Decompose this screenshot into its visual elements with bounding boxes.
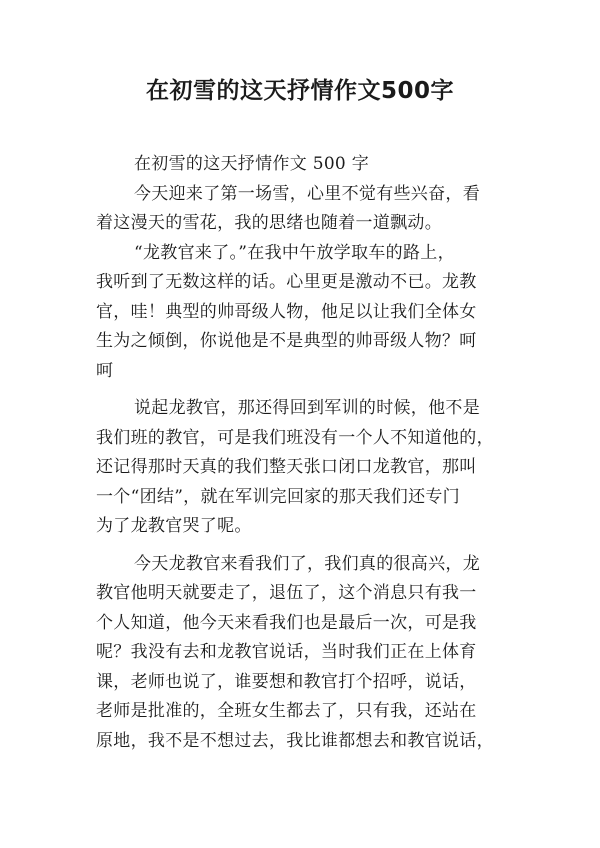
paragraph-3-line-2: 我们班的教官，可是我们班没有一个人不知道他的， <box>96 427 494 448</box>
paragraph-4-line-3: 个人知道，他今天来看我们也是最后一次，可是我 <box>96 612 477 633</box>
paragraph-2-line-1: “龙教官来了。”在我中午放学取车的路上， <box>134 242 455 263</box>
paragraph-4-line-1: 今天龙教官来看我们了，我们真的很高兴，龙 <box>134 553 480 574</box>
subtitle-line: 在初雪的这天抒情作文 500 字 <box>134 154 370 174</box>
paragraph-4-line-2: 教官他明天就要走了，退伍了，这个消息只有我一 <box>96 583 477 603</box>
paragraph-4-line-4: 呢？我没有去和龙教官说话，当时我们正在上体育 <box>96 642 477 662</box>
paragraph-2-line-3: 官，哇！典型的帅哥级人物，他足以让我们全体女 <box>96 301 477 322</box>
paragraph-4-line-6: 老师是批准的，全班女生都去了，只有我，还站在 <box>96 701 477 721</box>
paragraph-1-line-1: 今天迎来了第一场雪，心里不觉有些兴奋，看 <box>134 183 480 204</box>
paragraph-1-line-2: 着这漫天的雪花，我的思绪也随着一道飘动。 <box>96 213 442 233</box>
paragraph-4-line-7: 原地，我不是不想过去，我比谁都想去和教官说话， <box>96 730 494 751</box>
document-body <box>96 150 508 756</box>
paragraph-3-line-3: 还记得那时天真的我们整天张口闭口龙教官，那叫 <box>96 457 477 477</box>
paragraph-2-line-5: 呵 <box>96 360 114 381</box>
paragraph-3-line-1: 说起龙教官，那还得回到军训的时候，他不是 <box>134 398 480 418</box>
paragraph-2-line-2: 我听到了无数这样的话。心里更是激动不已。龙教 <box>96 272 477 292</box>
paragraph-4-line-5: 课，老师也说了，谁要想和教官打个招呼，说话， <box>96 671 477 692</box>
paragraph-2-line-4: 生为之倾倒，你说他是不是典型的帅哥级人物？呵 <box>96 331 477 351</box>
document-title: 在初雪的这天抒情作文500字 <box>145 78 454 104</box>
paragraph-3-line-4: 一个“团结”，就在军训完回家的那天我们还专门 <box>96 486 460 507</box>
paragraph-3-line-5: 为了龙教官哭了呢。 <box>96 516 252 536</box>
